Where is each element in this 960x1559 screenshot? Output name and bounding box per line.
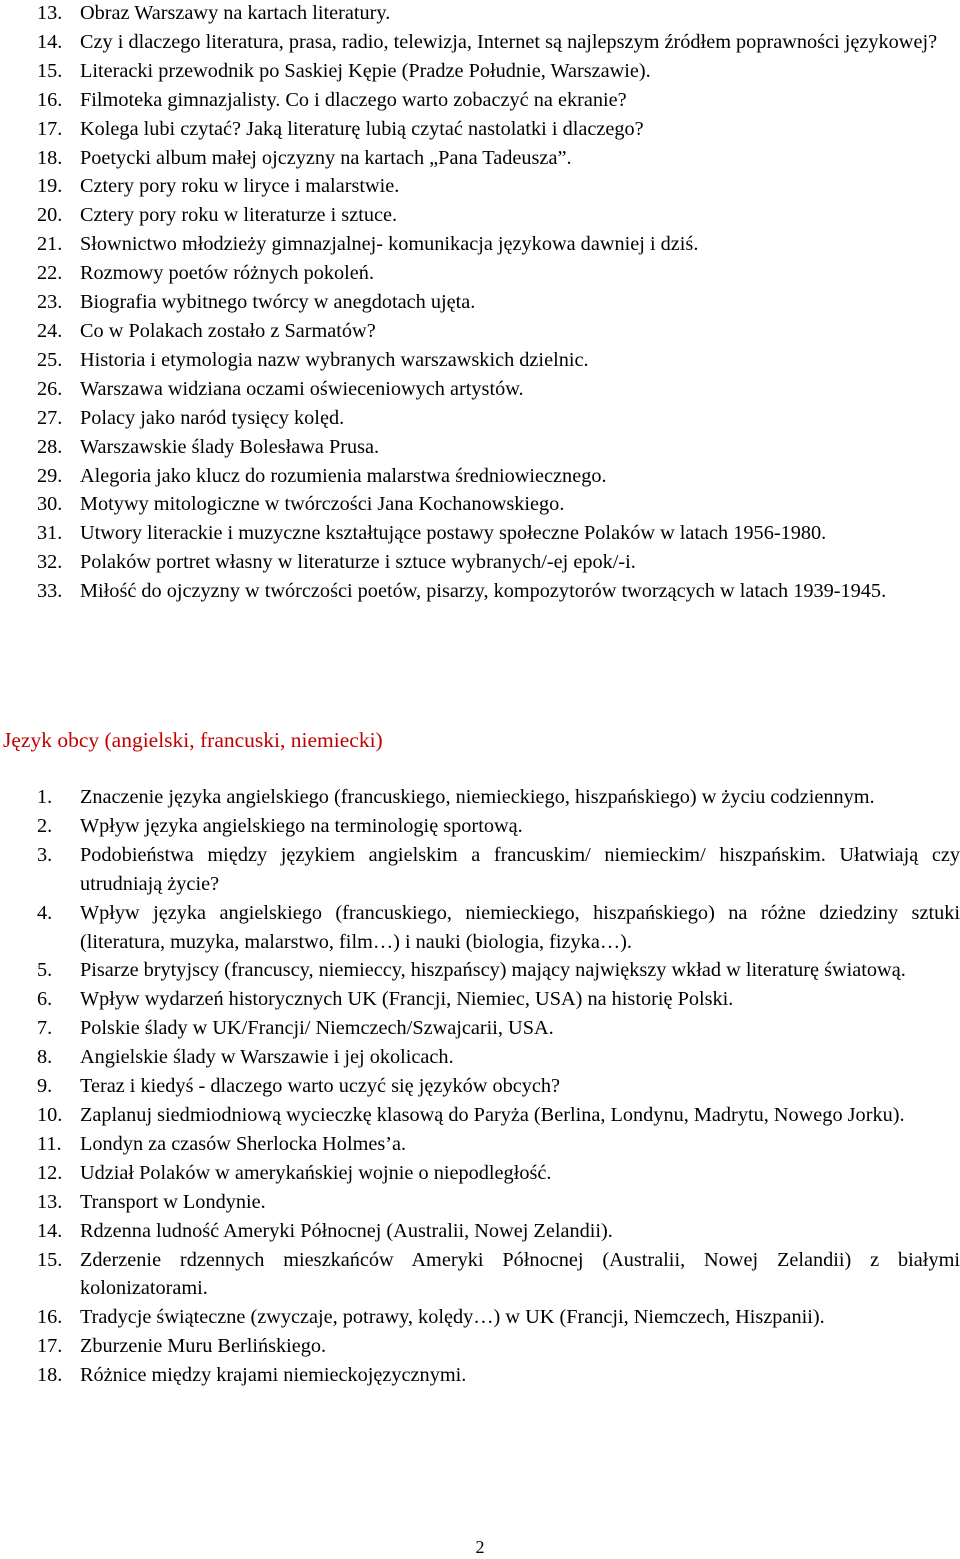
list-item <box>37 1043 960 1072</box>
list-item <box>37 1159 960 1188</box>
list-item-number: 16. <box>37 1306 63 1329</box>
list-item-text: Słownictwo młodzieży gimnazjalnej- komunikacja językowa dawniej i dziś. <box>80 233 699 256</box>
list-item <box>37 1101 960 1130</box>
list-item-number: 3. <box>37 843 53 866</box>
list-item-text: Rozmowy poetów różnych pokoleń. <box>80 262 375 285</box>
list-item <box>37 346 960 375</box>
list-item <box>37 956 960 985</box>
list-item-number: 13. <box>37 1190 63 1213</box>
list-item-text: Co w Polakach zostało z Sarmatów? <box>80 319 376 342</box>
list-item-number: 32. <box>37 551 63 574</box>
list-item-number: 28. <box>37 435 63 458</box>
list-item-text: Transport w Londynie. <box>80 1190 266 1213</box>
list-item-number: 31. <box>37 522 63 545</box>
list-item-number: 26. <box>37 377 63 400</box>
list-item-text: Alegoria jako klucz do rozumienia malarstwa średniowiecznego. <box>80 464 607 487</box>
list-item-text: Londyn za czasów Sherlocka Holmes’a. <box>80 1132 407 1155</box>
list-item-number: 33. <box>37 580 63 603</box>
list-item-text: Udział Polaków w amerykańskiej wojnie o niepodległość. <box>80 1161 552 1184</box>
list-item-text: Pisarze brytyjscy (francuscy, niemieccy, hiszpańscy) mający największy wkład w literaturę światową. <box>80 959 906 982</box>
list-item <box>37 433 960 462</box>
list-item <box>37 172 960 201</box>
list-item-text: Literacki przewodnik po Saskiej Kępie (Pradze Południe, Warszawie). <box>80 59 651 82</box>
list-item <box>37 783 960 812</box>
list-item <box>37 115 960 144</box>
list-item <box>37 28 960 57</box>
list-item <box>37 1246 960 1304</box>
list-item-number: 13. <box>37 2 63 24</box>
list-item <box>37 230 960 259</box>
list-item-text: Wpływ języka angielskiego (francuskiego, niemieckiego, hiszpańskiego) na różne dziedziny sztuki (literatura, muzyka, malarstwo, film…) i nauki (biologia, fizyka…). <box>80 901 960 953</box>
list-item <box>37 201 960 230</box>
list-item-number: 8. <box>37 1046 53 1069</box>
list-item <box>37 1014 960 1043</box>
list-item-number: 18. <box>37 1364 63 1387</box>
list-item <box>37 1217 960 1246</box>
list-item <box>37 841 960 899</box>
list-item-text: Rdzenna ludność Ameryki Północnej (Australii, Nowej Zelandii). <box>80 1219 613 1242</box>
list-item-text: Cztery pory roku w liryce i malarstwie. <box>80 175 400 198</box>
list-item <box>37 1188 960 1217</box>
list-item-text: Teraz i kiedyś - dlaczego warto uczyć się języków obcych? <box>80 1075 561 1098</box>
list-item <box>37 899 960 957</box>
list-item-text: Warszawskie ślady Bolesława Prusa. <box>80 435 380 458</box>
list-item-number: 19. <box>37 175 63 198</box>
topic-list-polish <box>37 0 960 606</box>
list-item-number: 10. <box>37 1103 63 1126</box>
list-item-text: Warszawa widziana oczami oświeceniowych artystów. <box>80 377 524 400</box>
list-item-text: Angielskie ślady w Warszawie i jej okolicach. <box>80 1046 454 1069</box>
list-item <box>37 985 960 1014</box>
list-item-number: 30. <box>37 493 63 516</box>
list-item-text: Motywy mitologiczne w twórczości Jana Kochanowskiego. <box>80 493 565 516</box>
list-item-text: Utwory literackie i muzyczne kształtujące postawy społeczne Polaków w latach 1956-1980. <box>80 522 827 545</box>
list-item-number: 22. <box>37 262 63 285</box>
list-item <box>37 57 960 86</box>
list-item <box>37 519 960 548</box>
list-item-text: Polaków portret własny w literaturze i sztuce wybranych/-ej epok/-i. <box>80 551 636 574</box>
list-item-text: Kolega lubi czytać? Jaką literaturę lubią czytać nastolatki i dlaczego? <box>80 117 644 140</box>
list-item-number: 23. <box>37 291 63 314</box>
list-item-text: Zderzenie rdzennych mieszkańców Ameryki Północnej (Australii, Nowej Zelandii) z białymi kolonizatorami. <box>80 1248 960 1300</box>
list-item <box>37 1130 960 1159</box>
list-item-number: 1. <box>37 786 53 808</box>
list-item <box>37 1361 960 1390</box>
page-number: 2 <box>475 1537 485 1557</box>
list-item-text: Cztery pory roku w literaturze i sztuce. <box>80 204 398 227</box>
list-item-text: Polacy jako naród tysięcy kolęd. <box>80 406 345 429</box>
list-item-text: Podobieństwa między językiem angielskim a francuskim/ niemieckim/ hiszpańskim. Ułatwiają czy utrudniają życie? <box>80 843 960 895</box>
list-item-number: 15. <box>37 1248 63 1271</box>
list-item-text: Czy i dlaczego literatura, prasa, radio, telewizja, Internet są najlepszym źródłem poprawności językowej? <box>80 30 938 53</box>
list-item-number: 16. <box>37 88 63 111</box>
list-item-number: 15. <box>37 59 63 82</box>
list-item-number: 7. <box>37 1017 53 1040</box>
list-item-text: Polskie ślady w UK/Francji/ Niemczech/Szwajcarii, USA. <box>80 1017 554 1040</box>
list-item <box>37 375 960 404</box>
list-item-text: Poetycki album małej ojczyzny na kartach „Pana Tadeusza”. <box>80 146 572 169</box>
list-item-number: 12. <box>37 1161 63 1184</box>
list-item-text: Historia i etymologia nazw wybranych warszawskich dzielnic. <box>80 348 589 371</box>
list-item-text: Wpływ języka angielskiego na terminologię sportową. <box>80 814 523 837</box>
list-item-number: 17. <box>37 1335 63 1358</box>
list-item-text: Filmoteka gimnazjalisty. Co i dlaczego warto zobaczyć na ekranie? <box>80 88 627 111</box>
list-item-number: 11. <box>37 1132 62 1155</box>
list-item <box>37 404 960 433</box>
list-item-number: 25. <box>37 348 63 371</box>
list-item <box>37 317 960 346</box>
list-item <box>37 1303 960 1332</box>
list-item-number: 9. <box>37 1075 53 1098</box>
list-item <box>37 812 960 841</box>
list-item <box>37 462 960 491</box>
list-item-number: 18. <box>37 146 63 169</box>
list-item-number: 14. <box>37 30 63 53</box>
section-heading-foreign-language: Język obcy (angielski, francuski, niemiecki) <box>3 728 383 752</box>
list-item <box>37 86 960 115</box>
list-item <box>37 548 960 577</box>
list-item-text: Różnice między krajami niemieckojęzycznymi. <box>80 1364 467 1387</box>
topic-list-foreign-language <box>37 783 960 1390</box>
list-item <box>37 1072 960 1101</box>
list-item-text: Obraz Warszawy na kartach literatury. <box>80 2 391 24</box>
list-item <box>37 490 960 519</box>
list-item <box>37 259 960 288</box>
list-item <box>37 0 960 28</box>
list-item-number: 20. <box>37 204 63 227</box>
list-item-number: 6. <box>37 988 53 1011</box>
list-item-number: 21. <box>37 233 63 256</box>
list-item-text: Zburzenie Muru Berlińskiego. <box>80 1335 327 1358</box>
list-item-number: 4. <box>37 901 53 924</box>
list-item-text: Biografia wybitnego twórcy w anegdotach ujęta. <box>80 291 476 314</box>
list-item-number: 27. <box>37 406 63 429</box>
list-item-text: Miłość do ojczyzny w twórczości poetów, pisarzy, kompozytorów tworzących w latach 1939-1945. <box>80 580 887 603</box>
list-item-text: Zaplanuj siedmiodniową wycieczkę klasową do Paryża (Berlina, Londynu, Madrytu, Nowego Jorku). <box>80 1103 905 1126</box>
list-item-text: Tradycje świąteczne (zwyczaje, potrawy, kolędy…) w UK (Francji, Niemczech, Hiszpanii). <box>80 1306 825 1329</box>
list-item-number: 29. <box>37 464 63 487</box>
list-item-text: Wpływ wydarzeń historycznych UK (Francji, Niemiec, USA) na historię Polski. <box>80 988 734 1011</box>
list-item-number: 2. <box>37 814 53 837</box>
list-item-number: 14. <box>37 1219 63 1242</box>
list-item-text: Znaczenie języka angielskiego (francuskiego, niemieckiego, hiszpańskiego) w życiu codziennym. <box>80 786 875 808</box>
list-item <box>37 288 960 317</box>
list-item <box>37 577 960 606</box>
list-item <box>37 144 960 173</box>
list-item-number: 17. <box>37 117 63 140</box>
list-item-number: 5. <box>37 959 53 982</box>
list-item-number: 24. <box>37 319 63 342</box>
list-item <box>37 1332 960 1361</box>
